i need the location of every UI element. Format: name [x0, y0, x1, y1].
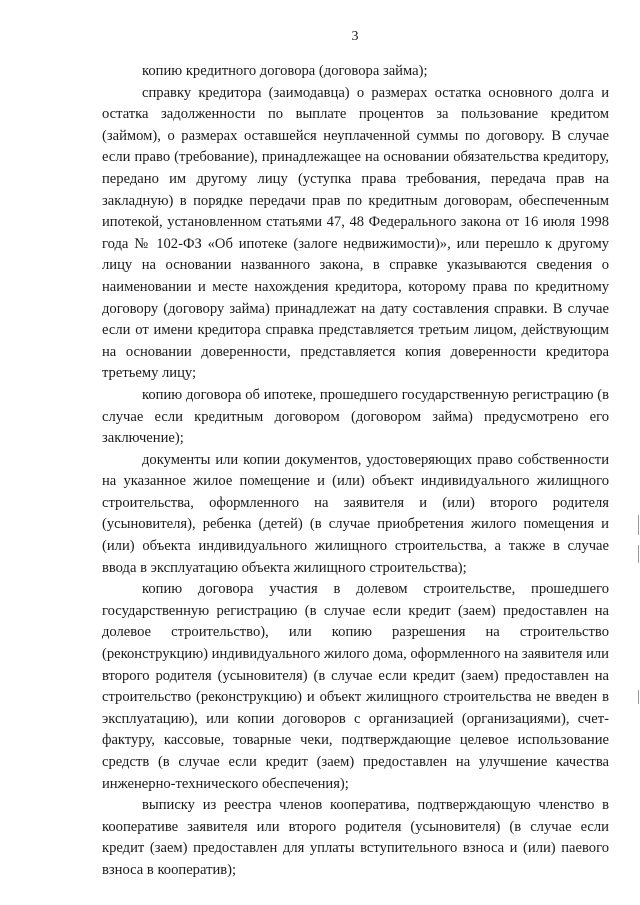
list-item-cooperative-register-extract: выписку из реестра членов кооператива, подтверждающую членство в кооперативе заявителя или второго родителя (усыновителя) (в случае если кредит (заем) предоставлен для уплаты вступительного взноса и (или) паевого взноса в кооператив);: [102, 797, 609, 878]
list-item-shared-construction-contract: копию договора участия в долевом строительстве, прошедшего государственную регистрацию (в случае если кредит (заем) предоставлен на долевое строительство), или копию разрешения на строительство (реконструкцию) индивидуального жилого дома, оформленного на заявителя или второго родителя (усыновителя) (в случае если кредит (заем) предоставлен на строительство (реконструкцию) и объект жилищного строительства не введен в эксплуатацию), или копии договоров с организацией (организациями), счет-фактуру, кассовые, товарные чеки, подтверждающие целевое использование средств (в случае если кредит (заем) предоставлен на улучшение качества инженерно-технического обеспечения);: [102, 581, 609, 792]
list-item-mortgage-contract-copy: копию договора об ипотеке, прошедшего государственную регистрацию (в случае если кредитным договором (договором займа) предусмотрено его заключение);: [102, 386, 609, 447]
scan-edge-mark: [638, 545, 639, 563]
list-item-loan-contract-copy: копию кредитного договора (договора займа);: [142, 63, 428, 79]
page-number: 3: [351, 29, 359, 44]
document-body: [102, 61, 609, 882]
list-item-creditor-statement: справку кредитора (заимодавца) о размерах остатка основного долга и остатка задолженности по выплате процентов за пользование кредитом (займом), о размерах оставшейся неуплаченной суммы по договору. В случае если право (требование), принадлежащее на основании обязательства кредитору, передано им другому лицу (уступка права требования, передача прав на закладную) в порядке передачи прав по кредитным договорам, обеспеченным ипотекой, установленном статьями 47, 48 Федерального закона от 16 июля 1998 года № 102-ФЗ «Об ипотеке (залоге недвижимости)», или перешло к другому лицу на основании названного закона, в справке указываются сведения о наименовании и месте нахождения кредитора, которому права по кредитному договору (договору займа) принадлежат на дату составления справки. В случае если от имени кредитора справка представляется третьим лицом, действующим на основании доверенности, представляется копия доверенности кредитора третьему лицу;: [102, 84, 609, 382]
list-item-ownership-documents: документы или копии документов, удостоверяющих право собственности на указанное жилое помещение и (или) объект индивидуального жилищного строительства, оформленного на заявителя и (или) второго родителя (усыновителя), ребенка (детей) (в случае приобретения жилого помещения и (или) объекта индивидуального жилищного строительства, а также в случае ввода в эксплуатацию объекта жилищного строительства);: [102, 451, 609, 576]
scan-edge-mark: [638, 515, 639, 535]
scan-edge-mark: [638, 690, 639, 704]
